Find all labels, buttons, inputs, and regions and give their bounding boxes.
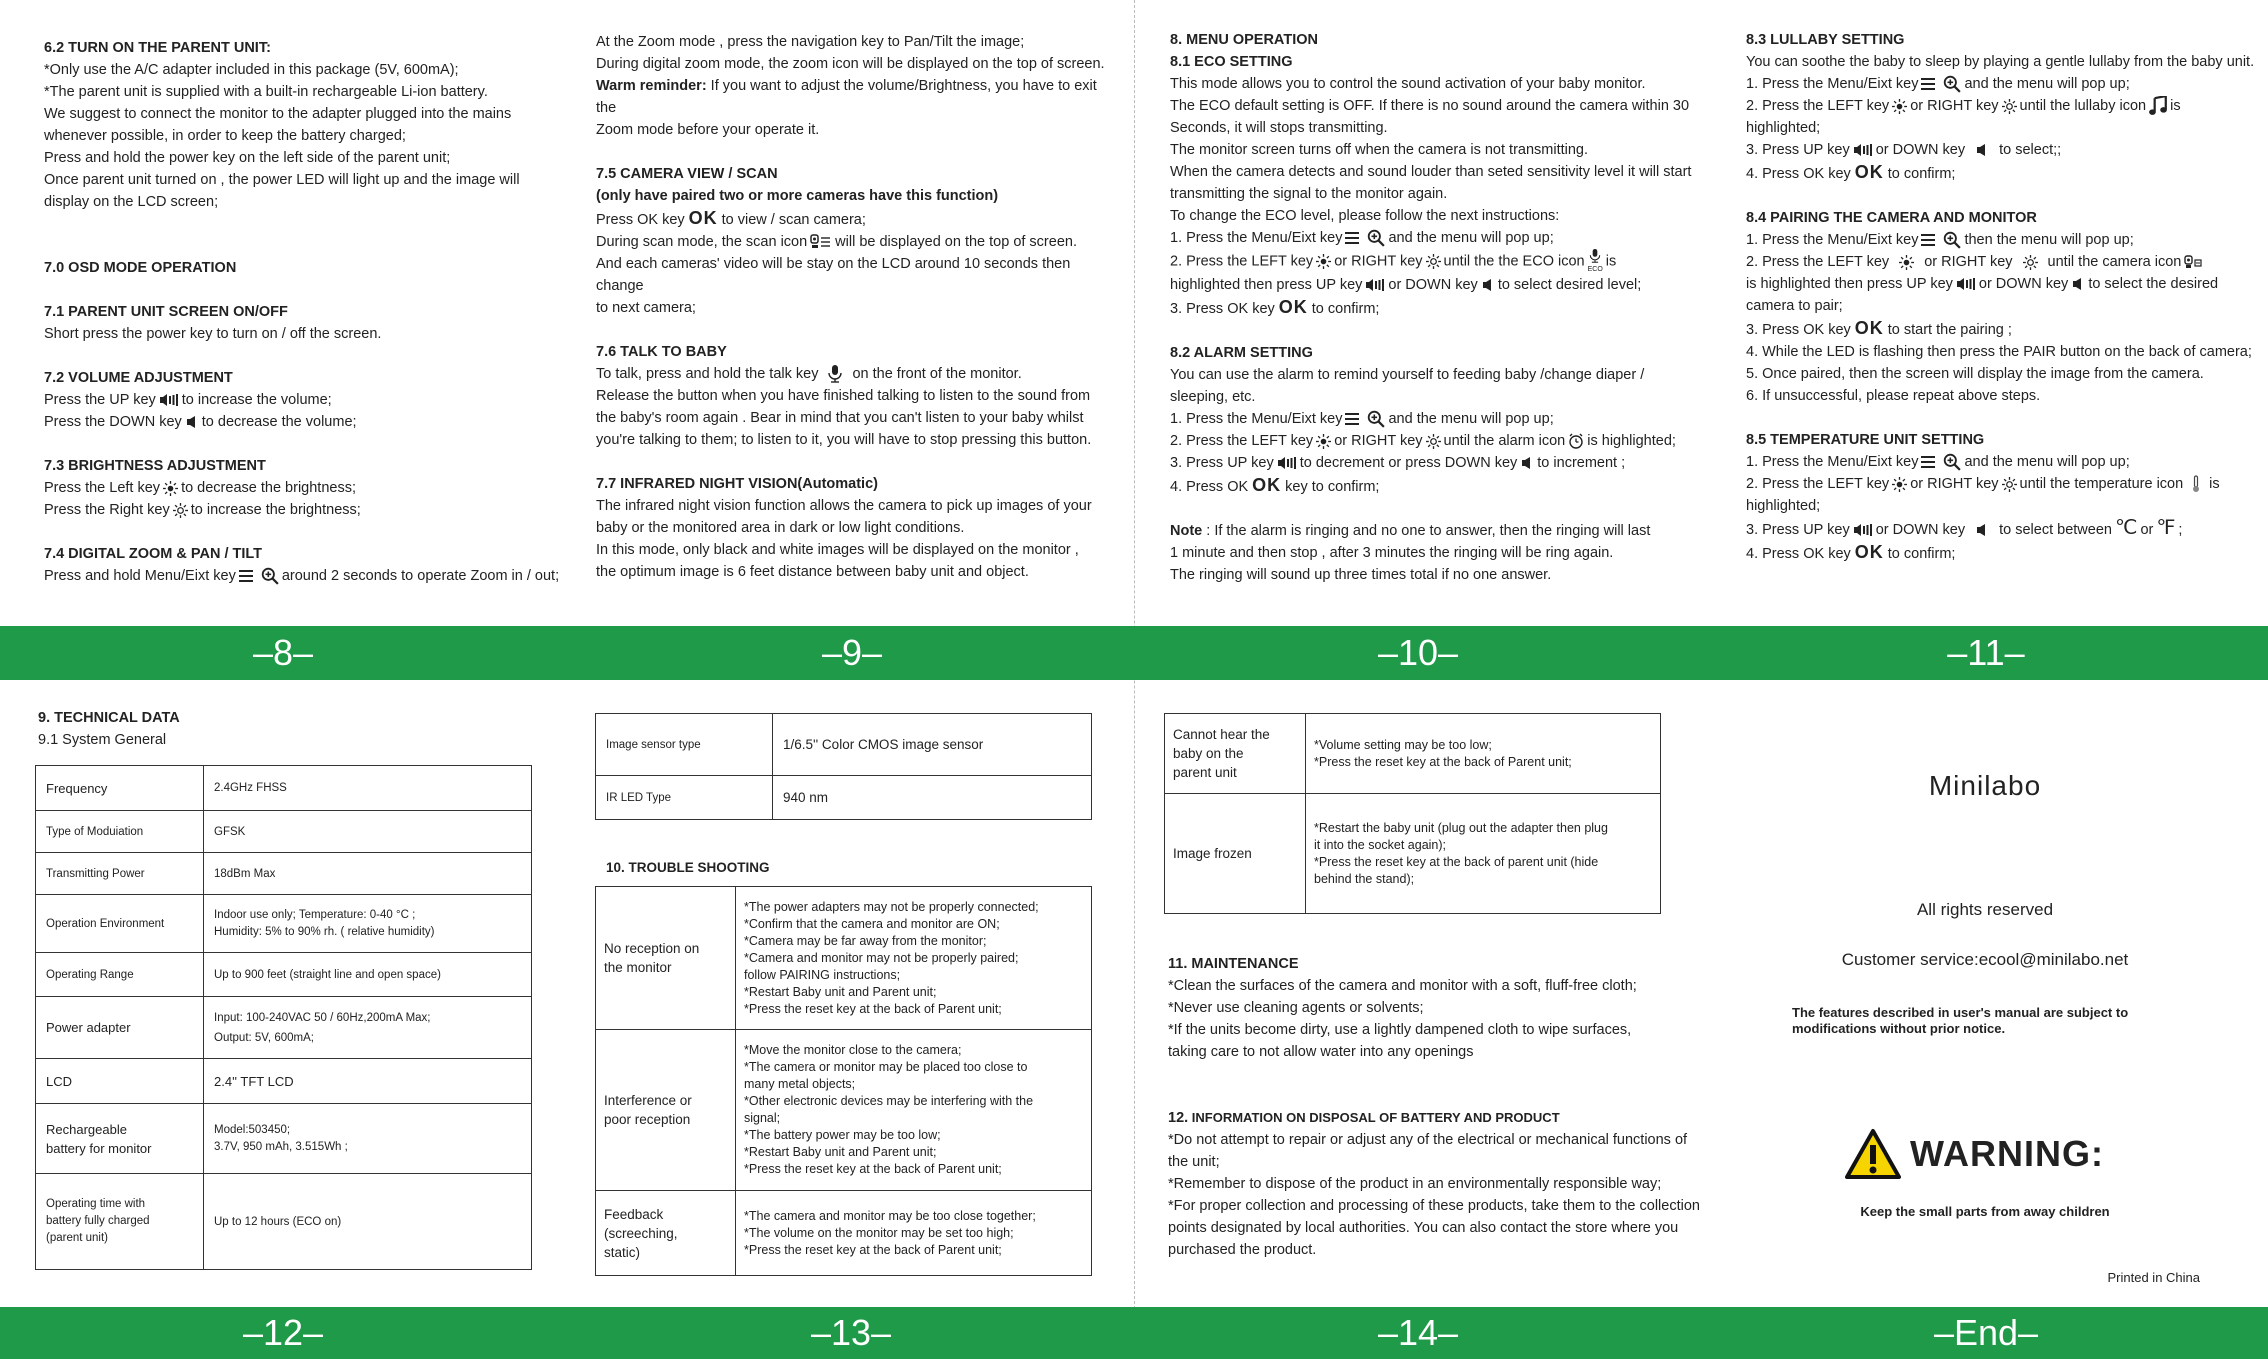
text-line: To change the ECO level, please follow the next instructions: (1170, 208, 1560, 224)
page-number-14: –14– (1377, 1312, 1459, 1353)
row-label: Frequency (36, 766, 204, 811)
text-line: 4. While the LED is flashing then press the PAIR button on the back of camera; (1746, 344, 2252, 360)
text-line: the baby's room again . Bear in mind that you can't listen to your baby whilst (596, 410, 1084, 426)
row-value: 2.4'' TFT LCD (204, 1059, 532, 1104)
text-line: 3. Press OK key OK to start the pairing ; (1746, 318, 2012, 338)
volume-up-icon (159, 393, 179, 407)
text-line: You can soothe the baby to sleep by playing a gentle lullaby from the baby unit. (1746, 54, 2255, 70)
text-line: *For proper collection and processing of these products, take them to the collection (1168, 1198, 1700, 1214)
text-line: At the Zoom mode , press the navigation key to Pan/Tilt the image; (596, 34, 1025, 50)
section-10-title: 10. TROUBLE SHOOTING (606, 860, 770, 875)
troubleshooting-table-continued (1164, 713, 1661, 914)
customer-service-text: Customer service:ecool@minilabo.net (1841, 950, 2129, 969)
section-7-7-title: 7.7 INFRARED NIGHT VISION(Automatic) (596, 476, 878, 492)
warning-subtitle: Keep the small parts from away children (1860, 1204, 2110, 1219)
table-row (596, 887, 1092, 1030)
problem-cell: Interference or poor reception (596, 1030, 736, 1191)
text-line: You can use the alarm to remind yourself to feeding baby /change diaper / (1170, 367, 1645, 383)
section-8-3-title: 8.3 LULLABY SETTING (1746, 32, 1905, 48)
text-line: 2. Press the LEFT key or RIGHT key until the camera icon (1746, 251, 2258, 273)
row-label: Rechargeable battery for monitor (36, 1104, 204, 1174)
text-line: 4. Press OK key OK to confirm; (1746, 542, 1956, 562)
section-7-2-title: 7.2 VOLUME ADJUSTMENT (44, 370, 233, 386)
table-row (1165, 714, 1661, 794)
brightness-up-icon (1426, 254, 1441, 269)
text-line: *Clean the surfaces of the camera and monitor with a soft, fluff-free cloth; (1168, 978, 1637, 994)
text-line: *Remember to dispose of the product in an environmentally responsible way; (1168, 1176, 1662, 1192)
row-value: Indoor use only; Temperature: 0-40 °C ; Humidity: 5% to 90% rh. ( relative humidity) (204, 895, 532, 953)
volume-down-icon (1520, 456, 1534, 470)
zoom-icon (1943, 231, 1961, 249)
row-value: 18dBm Max (204, 853, 532, 895)
brightness-up-icon (173, 503, 188, 518)
ok-icon: OK (1252, 475, 1282, 495)
text-line: The ECO default setting is OFF. If there is no sound around the camera within 30 (1170, 98, 1690, 114)
rights-text: All rights reserved (1916, 900, 2054, 919)
row-value: 1/6.5'' Color CMOS image sensor (773, 714, 1092, 776)
menu-icon (1345, 231, 1361, 245)
row-label: Transmitting Power (36, 853, 204, 895)
text-line: 6. If unsuccessful, please repeat above steps. (1746, 388, 2041, 404)
text-line: 2. Press the LEFT key or RIGHT key until the lullaby icon is highlighted; (1746, 98, 2181, 136)
section-8-title: 8. MENU OPERATION (1170, 32, 1318, 48)
row-label: Operating Range (36, 953, 204, 997)
row-value: GFSK (204, 811, 532, 853)
table-row (36, 1059, 532, 1104)
celsius-icon: ℃ (2114, 517, 2138, 539)
solution-cell: *Move the monitor close to the camera; *The camera or monitor may be placed too close to many metal objects; *Other electronic devices may be interfering with the signal; *The battery power may be too low; *Restart Baby unit and Parent unit; *Press the reset key at the back of Parent unit; (736, 1030, 1092, 1191)
camera-icon (2184, 255, 2202, 269)
notice-text: The features described in user's manual are subject to modifications without prior notice. (1792, 1005, 2129, 1036)
text-line: sleeping, etc. (1170, 389, 1256, 405)
text-line: When the camera detects and sound louder than seted sensitivity level it will start (1170, 164, 1692, 180)
volume-up-icon (1956, 277, 1976, 291)
row-label: Operating time with battery fully charged (parent unit) (36, 1174, 204, 1270)
row-label: Image sensor type (596, 714, 773, 776)
volume-down-icon (1975, 143, 1989, 157)
section-7-0-title: 7.0 OSD MODE OPERATION (44, 260, 237, 276)
section-6-2-title: 6.2 TURN ON THE PARENT UNIT: (44, 40, 271, 56)
section-9-1-subtitle: 9.1 System General (38, 732, 167, 748)
warning-triangle-icon (1844, 1128, 1902, 1180)
text-line: whenever possible, in order to keep the battery charged; (44, 128, 406, 144)
warning-title: WARNING: (1910, 1133, 2104, 1174)
brightness-down-icon (1316, 434, 1331, 449)
text-line: display on the LCD screen; (44, 194, 219, 210)
solution-cell: *Restart the baby unit (plug out the adapter then plug it into the socket again); *Press the reset key at the back of parent unit (hide behind the stand); (1306, 794, 1661, 914)
ok-icon: OK (688, 208, 718, 228)
text-line: Zoom mode before your operate it. (596, 122, 820, 138)
text-line: Press the Left key to decrease the brightness; (44, 480, 356, 496)
microphone-icon (828, 365, 842, 383)
table-row (596, 1191, 1092, 1276)
row-value: 940 nm (773, 776, 1092, 820)
menu-icon (239, 569, 255, 583)
troubleshooting-table (595, 886, 1092, 1276)
page-number-10: –10– (1377, 632, 1459, 673)
text-line: 3. Press UP key or DOWN key to select between ℃ or ℉ ; (1746, 517, 2183, 539)
brand-logo: Minilabo (1928, 770, 2042, 801)
brightness-down-icon (1316, 254, 1331, 269)
menu-icon (1345, 412, 1361, 426)
brightness-down-icon (1892, 99, 1907, 114)
text-line: Release the button when you have finished talking to listen to the sound from (596, 388, 1091, 404)
text-line: 2. Press the LEFT key or RIGHT key until the the ECO icon ECOis (1170, 249, 1710, 274)
text-line: highlighted; (1746, 498, 1821, 514)
page-12-header (38, 707, 538, 751)
text-line: Press the DOWN key to decrease the volume; (44, 414, 357, 430)
ok-icon: OK (1854, 162, 1884, 182)
text-line: This mode allows you to control the sound activation of your baby monitor. (1170, 76, 1646, 92)
table-row (36, 811, 532, 853)
page-10-content (1170, 29, 1710, 586)
text-line: We suggest to connect the monitor to the adapter plugged into the mains (44, 106, 512, 122)
section-8-1-title: 8.1 ECO SETTING (1170, 54, 1293, 70)
ok-icon: OK (1278, 297, 1308, 317)
page-number-9: –9– (821, 632, 883, 673)
text-line: *The parent unit is supplied with a built-in rechargeable Li-ion battery. (44, 84, 488, 100)
text-line: the unit; (1168, 1154, 1220, 1170)
volume-down-icon (1975, 523, 1989, 537)
text-line: Once parent unit turned on , the power LED will light up and the image will (44, 172, 520, 188)
text-line: During digital zoom mode, the zoom icon will be displayed on the top of screen. (596, 56, 1105, 72)
section-7-1-title: 7.1 PARENT UNIT SCREEN ON/OFF (44, 304, 288, 320)
brightness-up-icon (2023, 255, 2038, 270)
text-line: 4. Press OK OK key to confirm; (1170, 475, 1380, 495)
menu-icon (1921, 455, 1937, 469)
table-row (36, 997, 532, 1059)
alarm-clock-icon (1568, 433, 1584, 449)
zoom-icon (1367, 410, 1385, 428)
text-line: Press and hold the power key on the left side of the parent unit; (44, 150, 451, 166)
zoom-icon (1943, 75, 1961, 93)
row-value: Model:503450; 3.7V, 950 mAh, 3.515Wh ; (204, 1104, 532, 1174)
volume-up-icon (1853, 523, 1873, 537)
volume-down-icon (1481, 278, 1495, 292)
problem-cell: No reception on the monitor (596, 887, 736, 1030)
text-line: 4. Press OK key OK to confirm; (1746, 162, 1956, 182)
menu-icon (1921, 233, 1937, 247)
text-line: Press the UP key to increase the volume; (44, 392, 332, 408)
text-line: Short press the power key to turn on / off the screen. (44, 326, 382, 342)
section-7-5-title: 7.5 CAMERA VIEW / SCAN (596, 166, 778, 182)
text-line: *Only use the A/C adapter included in this package (5V, 600mA); (44, 62, 459, 78)
section-12-title: 12. INFORMATION ON DISPOSAL OF BATTERY AND PRODUCT (1168, 1110, 1560, 1126)
text-line: 3. Press UP key or DOWN key to select;; (1746, 142, 2062, 158)
text-line: Press the Right key to increase the brightness; (44, 502, 361, 518)
page-number-11: –11– (1947, 632, 2025, 673)
row-value: Up to 900 feet (straight line and open space) (204, 953, 532, 997)
text-line: *If the units become dirty, use a lightly dampened cloth to wipe surfaces, (1168, 1022, 1632, 1038)
page-number-band-bottom (0, 1307, 2268, 1359)
row-label: IR LED Type (596, 776, 773, 820)
row-value: 2.4GHz FHSS (204, 766, 532, 811)
table-row (596, 776, 1092, 820)
page-9-content (596, 31, 1116, 583)
table-row (1165, 794, 1661, 914)
text-line: highlighted then press UP key or DOWN key to select desired level; (1170, 277, 1642, 293)
ok-icon: OK (1854, 542, 1884, 562)
text-line: Press and hold Menu/Eixt key around 2 seconds to operate Zoom in / out; (44, 568, 560, 584)
row-label: Power adapter (36, 997, 204, 1059)
text-line: points designated by local authorities. You can also contact the store where you (1168, 1220, 1679, 1236)
table-row (36, 1104, 532, 1174)
text-line: To talk, press and hold the talk key on the front of the monitor. (596, 366, 1022, 382)
text-line: The infrared night vision function allows the camera to pick up images of your (596, 498, 1092, 514)
text-line: is highlighted then press UP key or DOWN key to select the desired (1746, 276, 2219, 292)
text-line: Seconds, it will stops transmitting. (1170, 120, 1388, 136)
text-line: baby or the monitored area in dark or low light conditions. (596, 520, 965, 536)
thermometer-icon (2191, 475, 2201, 493)
brightness-down-icon (1892, 477, 1907, 492)
printed-in-text: Printed in China (2107, 1270, 2200, 1285)
text-line: you're talking to them; to listen to it, you will have to stop pressing this button. (596, 432, 1092, 448)
text-line: *Do not attempt to repair or adjust any of the electrical or mechanical functions of (1168, 1132, 1688, 1148)
menu-icon (1921, 77, 1937, 91)
zoom-icon (261, 567, 279, 585)
row-label: Operation Environment (36, 895, 204, 953)
warning-block (1844, 1128, 2104, 1180)
brightness-up-icon (2002, 99, 2017, 114)
fahrenheit-icon: ℉ (2156, 517, 2176, 539)
solution-cell: *The power adapters may not be properly connected; *Confirm that the camera and monitor are ON; *Camera may be far away from the monitor; *Camera and monitor may not be properly paired; follow PAIRING instructions; *Restart Baby unit and Parent unit; *Press the reset key at the back of Parent unit; (736, 887, 1092, 1030)
brightness-up-icon (1426, 434, 1441, 449)
text-line: During scan mode, the scan icon will be displayed on the top of screen. (596, 234, 1077, 250)
section-11-title: 11. MAINTENANCE (1168, 956, 1299, 972)
zoom-icon (1943, 453, 1961, 471)
page-11-content (1746, 29, 2258, 565)
table-row (36, 953, 532, 997)
brightness-down-icon (1899, 255, 1914, 270)
text-line: taking care to not allow water into any openings (1168, 1044, 1474, 1060)
table-row (596, 714, 1092, 776)
text-line: transmitting the signal to the monitor again. (1170, 186, 1448, 202)
text-line: purchased the product. (1168, 1242, 1317, 1258)
text-line: camera to pair; (1746, 298, 1843, 314)
sensor-spec-table (595, 713, 1092, 820)
text-line: 3. Press OK key OK to confirm; (1170, 297, 1380, 317)
text-line: The monitor screen turns off when the camera is not transmitting. (1170, 142, 1589, 158)
section-7-5-subtitle: (only have paired two or more cameras have this function) (596, 188, 999, 204)
brightness-up-icon (2002, 477, 2017, 492)
table-row (596, 1030, 1092, 1191)
solution-cell: *The camera and monitor may be too close together; *The volume on the monitor may be set too high; *Press the reset key at the back of Parent unit; (736, 1191, 1092, 1276)
text-line: the optimum image is 6 feet distance between baby unit and object. (596, 564, 1029, 580)
section-8-4-title: 8.4 PAIRING THE CAMERA AND MONITOR (1746, 210, 2037, 226)
problem-cell: Image frozen (1165, 794, 1306, 914)
page-number-end: –End– (1933, 1312, 2039, 1353)
volume-up-icon (1277, 456, 1297, 470)
text-line: 2. Press the LEFT key or RIGHT key until the temperature icon is (1746, 476, 2220, 492)
row-label: LCD (36, 1059, 204, 1104)
page-number-13: –13– (810, 1312, 892, 1353)
text-line: 1 minute and then stop , after 3 minutes the ringing will be ring again. (1170, 545, 1614, 561)
lullaby-note-icon (2149, 96, 2167, 116)
section-7-4-title: 7.4 DIGITAL ZOOM & PAN / TILT (44, 546, 263, 562)
row-value: Up to 12 hours (ECO on) (204, 1174, 532, 1270)
text-line: In this mode, only black and white images will be displayed on the monitor , (596, 542, 1079, 558)
volume-up-icon (1365, 278, 1385, 292)
text-line: *Never use cleaning agents or solvents; (1168, 1000, 1424, 1016)
page-number-band-top (0, 626, 2268, 680)
row-value: Input: 100-240VAC 50 / 60Hz,200mA Max; Output: 5V, 600mA; (204, 997, 532, 1059)
text-line: 1. Press the Menu/Eixt key and the menu will pop up; (1746, 454, 2130, 470)
page-14-content (1168, 953, 1708, 1261)
solution-cell: *Volume setting may be too low; *Press the reset key at the back of Parent unit; (1306, 714, 1661, 794)
problem-cell: Feedback (screeching, static) (596, 1191, 736, 1276)
table-row (36, 895, 532, 953)
technical-data-table (35, 765, 532, 1270)
section-7-3-title: 7.3 BRIGHTNESS ADJUSTMENT (44, 458, 266, 474)
problem-cell: Cannot hear the baby on the parent unit (1165, 714, 1306, 794)
scan-icon (810, 234, 832, 250)
text-line: Warm reminder: If you want to adjust the volume/Brightness, you have to exit the (596, 78, 1097, 116)
section-8-2-title: 8.2 ALARM SETTING (1170, 345, 1313, 361)
text-line: 1. Press the Menu/Eixt key and the menu will pop up; (1170, 411, 1554, 427)
section-9-title: 9. TECHNICAL DATA (38, 710, 180, 726)
brightness-down-icon (163, 481, 178, 496)
page-number-12: –12– (242, 1312, 324, 1353)
page-number-8: –8– (252, 632, 314, 673)
text-line: 5. Once paired, then the screen will display the image from the camera. (1746, 366, 2204, 382)
text-line: 1. Press the Menu/Eixt key and the menu will pop up; (1746, 76, 2130, 92)
table-row (36, 853, 532, 895)
volume-up-icon (1853, 143, 1873, 157)
volume-down-icon (2071, 277, 2085, 291)
page-8-content (44, 37, 564, 587)
section-8-5-title: 8.5 TEMPERATURE UNIT SETTING (1746, 432, 1985, 448)
row-label: Type of Moduiation (36, 811, 204, 853)
text-line: And each cameras' video will be stay on the LCD around 10 seconds then change (596, 256, 1071, 294)
eco-icon: ECO (1588, 249, 1603, 274)
zoom-icon (1367, 229, 1385, 247)
text-line: The ringing will sound up three times total if no one answer. (1170, 567, 1552, 583)
text-line: to next camera; (596, 300, 696, 316)
text-line: Press OK key OK to view / scan camera; (596, 208, 866, 228)
text-line: 2. Press the LEFT key or RIGHT key until the alarm icon is highlighted; (1170, 433, 1676, 449)
text-line: 1. Press the Menu/Eixt key and the menu will pop up; (1170, 230, 1554, 246)
text-line: 1. Press the Menu/Eixt key then the menu will pop up; (1746, 232, 2134, 248)
table-row (36, 1174, 532, 1270)
section-7-6-title: 7.6 TALK TO BABY (596, 344, 727, 360)
text-line: 3. Press UP key to decrement or press DOWN key to increment ; (1170, 455, 1626, 471)
note-line: Note : If the alarm is ringing and no one to answer, then the ringing will last (1170, 523, 1651, 539)
table-row (36, 766, 532, 811)
volume-down-icon (185, 415, 199, 429)
ok-icon: OK (1854, 318, 1884, 338)
